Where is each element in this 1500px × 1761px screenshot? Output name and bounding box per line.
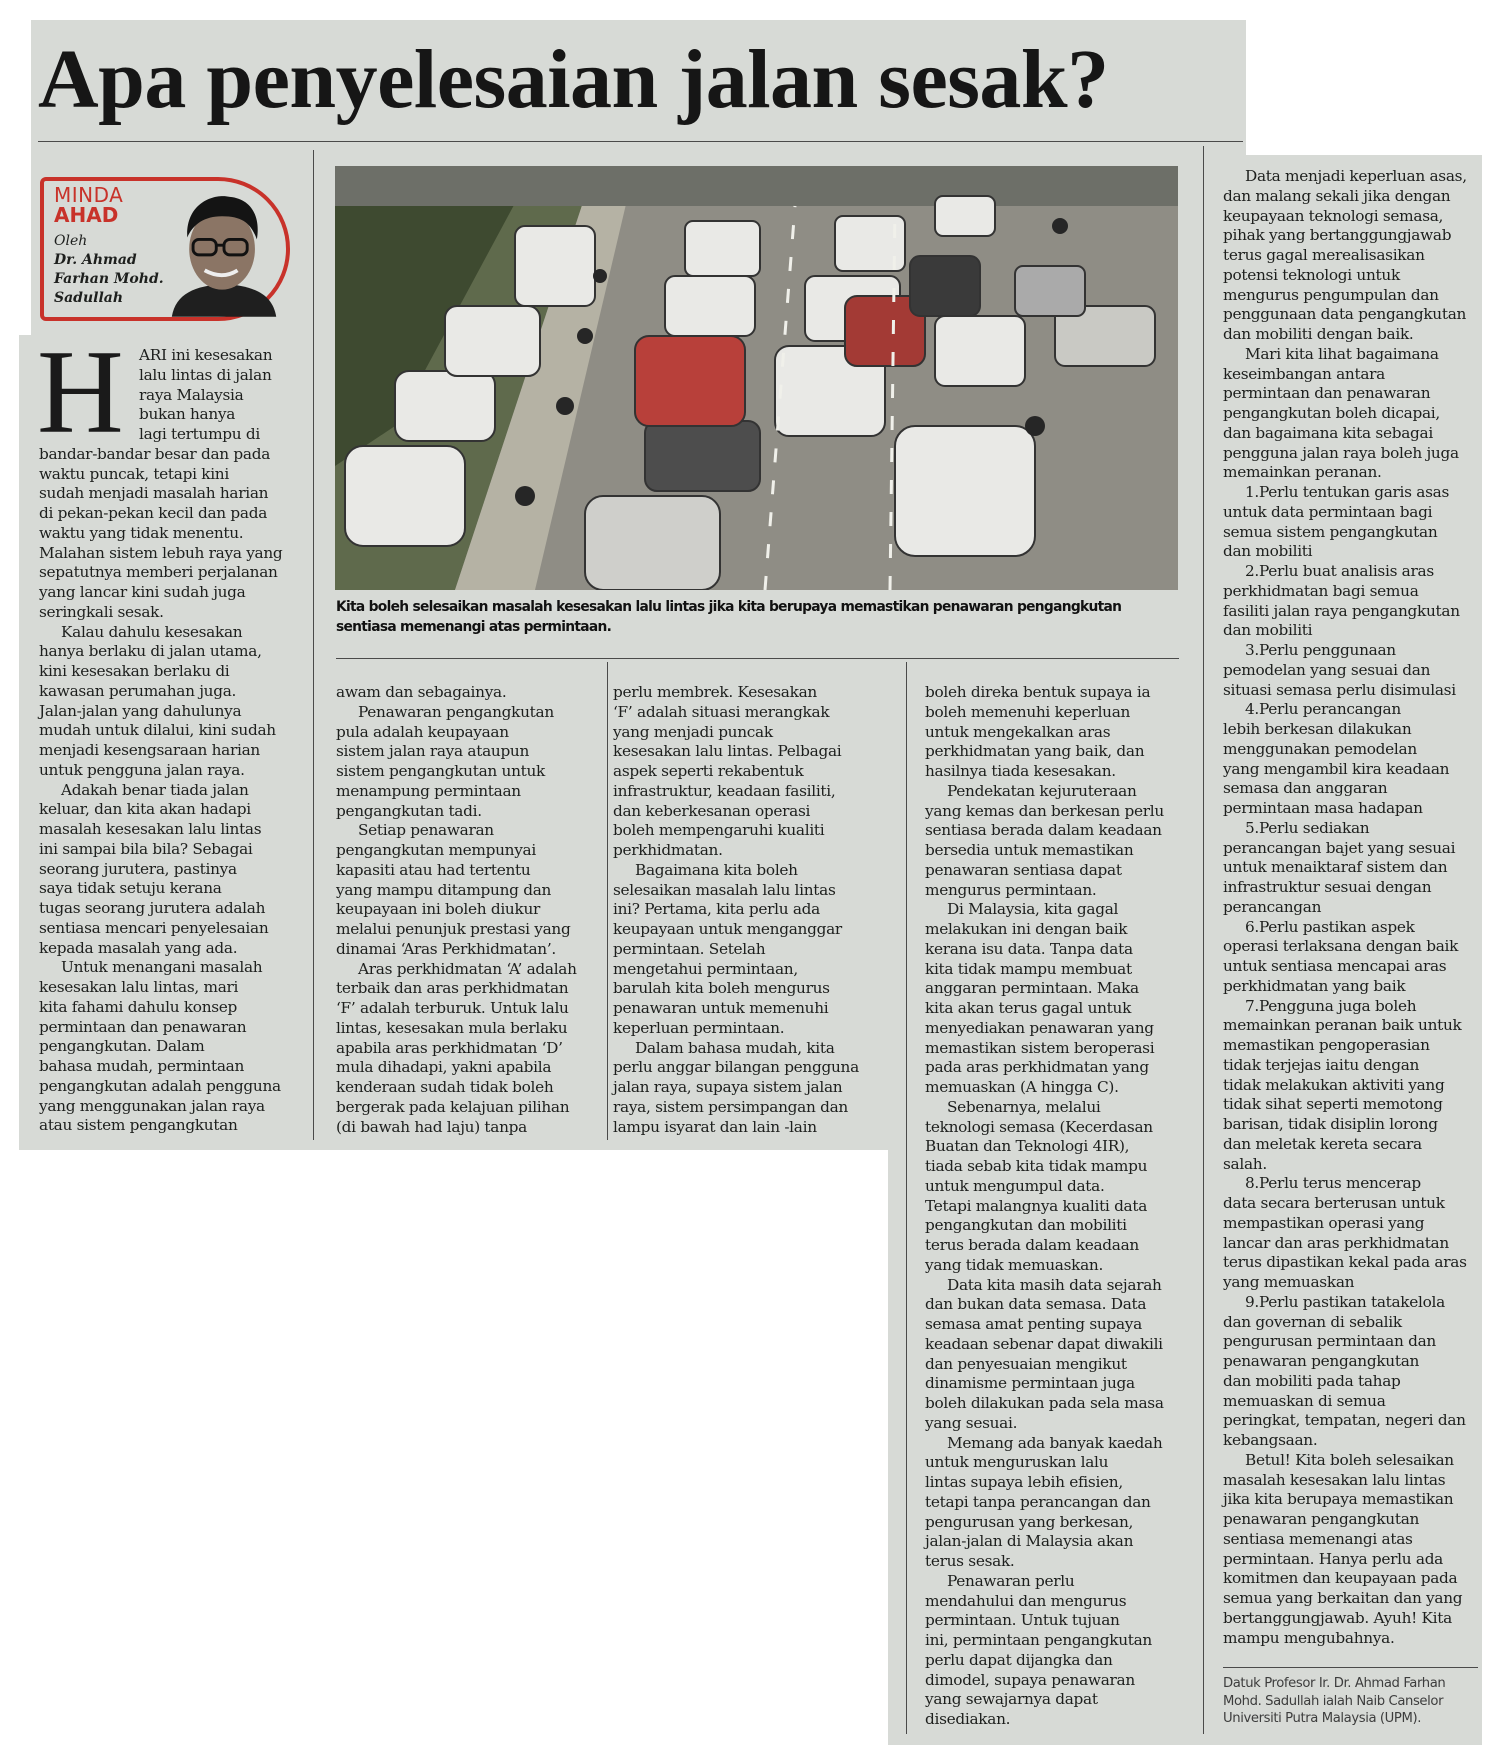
text-line: dan keberkesanan operasi [613,801,811,820]
text-line: potensi teknologi untuk [1223,265,1400,284]
paragraph [613,683,883,861]
text-line: penawaran pengangkutan [1223,1510,1420,1528]
text-line: (di bawah had laju) tanpa [336,1117,527,1136]
text-line: perkhidmatan bagi semua [1223,581,1419,600]
text-line: permintaan masa hadapan [1223,799,1423,817]
text-line: 2.Perlu buat analisis aras [1245,562,1434,580]
text-line: ini? Pertama, kita perlu ada [613,900,820,919]
text-line: kebangsaan. [1223,1431,1318,1449]
column-divider [313,150,314,1140]
text-line: dan meletak kereta secara [1223,1134,1422,1153]
text-line: Di Malaysia, kita gagal [947,900,1119,919]
text-line: permintaan. Hanya perlu ada [1223,1549,1444,1568]
text-line: hasilnya tiada kesesakan. [925,762,1116,780]
text-line: menjadi kesengsaraan harian [39,741,260,759]
text-line: dan bukan data semasa. Data [925,1295,1147,1314]
paragraph [39,781,294,959]
text-line: Aras perkhidmatan ‘A’ adalah [358,959,577,978]
text-line: dan bagaimana kita sebagai [1223,423,1433,442]
text-line: lalu lintas di jalan [139,365,272,384]
text-line: semasa dan anggaran [1223,779,1388,798]
text-line: Buatan dan Teknologi 4IR), [925,1137,1130,1156]
author-name [54,251,169,308]
text-line: dinamisme permintaan juga [925,1374,1135,1393]
text-line: untuk data permintaan bagi [1223,502,1433,521]
paragraph [39,958,294,1136]
text-line: kerana isu data. Tanpa data [925,939,1133,958]
paragraph [336,703,598,822]
paragraph [1223,1451,1478,1649]
text-line: perkhidmatan yang baik, dan [925,742,1145,761]
text-line: ‘F’ adalah terburuk. Untuk lalu [336,999,569,1017]
paragraph [1223,483,1478,562]
text-line: apabila aras perkhidmatan ‘D’ [336,1038,563,1057]
text-line: awam dan sebagainya. [336,683,507,701]
text-line: melalui penunjuk prestasi yang [336,920,571,938]
text-line: permintaan. Untuk tujuan [925,1611,1120,1630]
text-line: kepada masalah yang ada. [39,938,238,957]
text-line: keadaan sebenar dapat diwakili [925,1334,1163,1353]
text-line: salah. [1223,1154,1267,1173]
text-line: Untuk menangani masalah [61,958,263,977]
text-line: peringkat, tempatan, negeri dan [1223,1411,1466,1430]
text-line: bergerak pada kelajuan pilihan [336,1097,570,1116]
text-line: terus berada dalam keadaan [925,1236,1139,1254]
text-line: keseimbangan antara [1223,364,1385,383]
text-line: lintas, kesesakan mula berlaku [336,1018,568,1037]
text-line: pengurusan yang berkesan, [925,1512,1134,1531]
text-line: sepatutnya memberi perjalanan [39,563,278,582]
text-line: sentiasa berada dalam keadaan [925,821,1162,840]
text-line: 3.Perlu penggunaan [1245,641,1396,659]
column-name-ahad: AHAD [54,203,119,227]
text-line: permintaan dan penawaran [39,1017,247,1036]
text-line: keupayaan ini boleh diukur [336,900,541,919]
headline: Apa penyelesaian jalan sesak? [38,33,1109,126]
text-line: keperluan permintaan. [613,1018,785,1037]
text-line: lebih berkesan dilakukan [1223,720,1412,738]
text-line: dan mobiliti [1223,621,1313,640]
paragraph [925,1434,1180,1572]
text-line: memuaskan (A hingga C). [925,1078,1119,1096]
text-line: lagi tertumpu di [139,425,260,443]
text-line: keupayaan untuk menganggar [613,920,842,938]
text-line: mendahului dan mengurus [925,1591,1127,1610]
text-line: pengguna jalan raya boleh juga [1223,443,1459,462]
text-line: permintaan dan penawaran [1223,384,1431,403]
text-line: pengangkutan. Dalam [39,1037,205,1056]
text-line: infrastruktur sesuai dengan [1223,878,1432,896]
text-line: memastikan pengoperasian [1223,1036,1430,1054]
text-line: untuk pengguna jalan raya. [39,760,245,779]
text-line: pengurusan permintaan dan [1223,1332,1436,1351]
byline-by: Oleh [54,233,88,249]
text-line: dan mobiliti dengan baik. [1223,325,1414,343]
text-line: boleh memenuhi keperluan [925,702,1131,721]
text-line: dinamai ‘Aras Perkhidmatan’. [336,939,556,958]
text-line: tidak melakukan aktiviti yang [1223,1075,1445,1094]
text-line: pengangkutan adalah pengguna [39,1076,281,1095]
text-line: mudah untuk dilalui, kini sudah [39,721,276,740]
text-line: terbaik dan aras perkhidmatan [336,979,569,998]
text-line: semua sistem pengangkutan [1223,522,1438,541]
text-line: Memang ada banyak kaedah [947,1433,1163,1452]
text-line: memastikan sistem beroperasi [925,1038,1155,1057]
text-line: yang menggunakan jalan raya [39,1096,265,1115]
text-line: menggunakan pemodelan [1223,739,1417,758]
article-column-1 [39,346,294,1136]
text-line: bukan hanya [139,405,236,424]
paragraph [925,782,1180,901]
text-line: lancar dan aras perkhidmatan [1223,1233,1449,1252]
text-line: lampu isyarat dan lain -lain [613,1117,817,1136]
paragraph [925,1572,1180,1730]
text-line: Mari kita lihat bagaimana [1245,344,1439,363]
text-line: Data menjadi keperluan asas, [1245,167,1467,185]
text-line: Adakah benar tiada jalan [61,780,249,799]
text-line: mempastikan operasi yang [1223,1213,1425,1232]
text-line: mula dihadapi, yakni apabila [336,1058,552,1077]
text-line: kita akan terus gagal untuk [925,999,1132,1017]
paragraph [1223,819,1478,918]
text-line: pihak yang bertanggungjawab [1223,226,1452,245]
column-divider [607,662,608,1140]
text-line: yang lancar kini sudah juga [39,583,246,601]
text-line: mengurus pengumpulan dan [1223,285,1439,304]
text-line: 1.Perlu tentukan garis asas [1245,483,1449,501]
text-line: bersedia untuk memastikan [925,841,1134,859]
text-line: sistem jalan raya ataupun [336,742,530,761]
paragraph [1223,1174,1478,1293]
text-line: untuk menguruskan lalu [925,1453,1109,1472]
text-line: perlu anggar bilangan pengguna [613,1058,859,1077]
text-line: Data kita masih data sejarah [947,1275,1162,1294]
author-name-line: Sadullah [54,290,124,306]
text-line: Malahan sistem lebuh raya yang [39,543,283,562]
traffic-photo [335,166,1178,590]
text-line: untuk mengumpul data. [925,1176,1105,1195]
paragraph [925,1276,1180,1434]
text-line: perkhidmatan. [613,841,723,859]
text-line: menampung permintaan [336,781,521,800]
text-line: komitmen dan keupayaan pada [1223,1569,1458,1588]
text-line: kenderaan sudah tidak boleh [336,1078,554,1096]
paragraph [613,1039,883,1138]
text-line: disediakan. [925,1710,1011,1728]
text-line: tugas seorang jurutera adalah [39,899,266,917]
text-line: operasi terlaksana dengan baik [1223,937,1459,956]
text-line: pada aras perkhidmatan yang [925,1058,1149,1077]
paragraph [1223,1293,1478,1451]
text-line: tetapi tanpa perancangan dan [925,1492,1151,1511]
photo-caption-line: sentiasa memenangi atas permintaan. [336,619,612,635]
text-line: raya Malaysia [139,385,244,404]
text-line: bahasa mudah, permintaan [39,1057,245,1075]
text-line: terus gagal merealisasikan [1223,246,1425,264]
text-line: kita tidak mampu membuat [925,959,1132,978]
text-line: perancangan bajet yang sesuai [1223,838,1456,857]
text-line: memainkan peranan baik untuk [1223,1016,1462,1035]
text-line: hanya berlaku di jalan utama, [39,642,262,661]
text-line: ini, permintaan pengangkutan [925,1631,1152,1649]
text-line: waktu yang tidak menentu. [39,523,244,542]
column-name [54,185,123,225]
text-line: pula adalah keupayaan [336,722,509,741]
article-column-2 [336,683,598,1137]
photo-caption [336,597,1186,637]
text-line: data secara berterusan untuk [1223,1194,1445,1212]
text-line: atau sistem pengangkutan [39,1116,238,1135]
author-note-line: Mohd. Sadullah ialah Naib Canselor [1223,1693,1444,1709]
text-line: 9.Perlu pastikan tatakelola [1245,1292,1445,1311]
text-line: Bagaimana kita boleh [635,860,798,879]
text-line: aspek seperti rekabentuk [613,762,804,780]
text-line: situasi semasa perlu disimulasi [1223,680,1456,699]
text-line: yang memuaskan [1223,1273,1355,1291]
paragraph [1223,997,1478,1175]
text-line: kita fahami dahulu konsep [39,997,238,1016]
text-line: kesesakan lalu lintas, mari [39,978,239,996]
text-line: pengangkutan mempunyai [336,841,536,859]
text-line: dan malang sekali jika dengan [1223,186,1451,205]
text-line: dan mobiliti pada tahap [1223,1371,1401,1390]
text-line: ‘F’ adalah situasi merangkak [613,702,830,721]
article-column-3 [613,683,883,1137]
text-line: jika kita berupaya memastikan [1223,1490,1454,1509]
text-line: tidak terjejas iaitu dengan [1223,1055,1420,1074]
paragraph [1223,345,1478,483]
text-line: waktu puncak, tetapi kini [39,464,229,483]
text-line: barulah kita boleh mengurus [613,979,830,998]
text-line: terus dipastikan kekal pada aras [1223,1253,1467,1272]
text-line: 7.Pengguna juga boleh [1245,996,1417,1015]
paragraph [336,960,598,1138]
text-line: dan penyesuaian mengikut [925,1354,1127,1373]
text-line: barisan, tidak disiplin lorong [1223,1115,1438,1133]
paragraph [925,683,1180,782]
text-line: sentiasa memenangi atas [1223,1529,1413,1548]
text-line: infrastruktur, keadaan fasiliti, [613,781,836,800]
text-line: Penawaran pengangkutan [358,702,554,721]
text-line: yang sesuai. [925,1413,1018,1432]
text-line: keupayaan teknologi semasa, [1223,206,1444,225]
text-line: ARI ini kesesakan [139,346,273,364]
text-line: keluar, dan kita akan hadapi [39,800,251,819]
headline-rule [38,141,1243,142]
text-line: fasiliti jalan raya pengangkutan [1223,601,1460,620]
text-line: selesaikan masalah lalu lintas [613,880,836,899]
text-line: saya tidak setuju kerana [39,879,222,898]
text-line: mengetahui permintaan, [613,959,798,978]
text-line: Sebenarnya, melalui [947,1097,1101,1116]
text-line: kawasan perumahan juga. [39,681,237,700]
text-line: tidak sihat seperti memotong [1223,1095,1443,1114]
text-line: lintas supaya lebih efisien, [925,1473,1123,1491]
text-line: 8.Perlu terus mencerap [1245,1174,1421,1193]
text-line: semua yang berkaitan dan yang [1223,1589,1463,1607]
text-line: penggunaan data pengangkutan [1223,305,1467,324]
photo-caption-line: Kita boleh selesaikan masalah kesesakan lalu lintas jika kita berupaya memastikan penawaran pengangkutan [336,599,1122,615]
author-name-line: Dr. Ahmad [54,252,137,268]
text-line: memuaskan di semua [1223,1391,1386,1410]
drop-cap: H [37,345,124,439]
paragraph [1223,167,1478,345]
text-line: permintaan. Setelah [613,939,766,958]
paragraph [1223,918,1478,997]
article-column-5 [1223,167,1478,1648]
text-line: jalan raya, supaya sistem jalan [613,1078,843,1096]
text-line: yang sewajarnya dapat [925,1690,1098,1709]
caption-rule [336,658,1179,659]
paragraph [1223,562,1478,641]
text-line: mengurus permintaan. [925,880,1097,899]
text-line: perlu dapat dijangka dan [925,1650,1113,1669]
text-line: mampu mengubahnya. [1223,1628,1395,1647]
byline-box [40,177,290,321]
text-line: anggaran permintaan. Maka [925,979,1139,998]
text-line: di pekan-pekan kecil dan pada [39,504,268,522]
article-column-4 [925,683,1180,1730]
paragraph [925,900,1180,1098]
text-line: sistem pengangkutan untuk [336,762,545,780]
text-line: penawaran sentiasa dapat [925,860,1122,879]
text-line: menyediakan penawaran yang [925,1018,1154,1037]
text-line: pengangkutan dan mobiliti [925,1216,1127,1235]
text-line: bandar-bandar besar dan pada [39,444,271,463]
author-note-line: Datuk Profesor Ir. Dr. Ahmad Farhan [1223,1676,1446,1691]
text-line: untuk sentiasa mencapai aras [1223,957,1447,975]
text-line: Pendekatan kejuruteraan [947,781,1137,800]
text-line: kesesakan lalu lintas. Pelbagai [613,742,842,761]
text-line: yang tidak memuaskan. [925,1255,1104,1274]
text-line: teknologi semasa (Kecerdasan [925,1117,1153,1136]
text-line: tiada sebab kita tidak mampu [925,1157,1148,1175]
text-line: kini kesesakan berlaku di [39,662,230,680]
text-line: perkhidmatan yang baik [1223,976,1406,995]
text-line: dan governan di sebalik [1223,1312,1402,1331]
paragraph [336,821,598,959]
paragraph [336,683,598,703]
text-line: boleh mempengaruhi kualiti [613,821,825,840]
text-line: Kalau dahulu kesesakan [61,622,243,641]
text-line: ini sampai bila bila? Sebagai [39,839,253,858]
text-line: boleh dilakukan pada sela masa [925,1394,1164,1412]
text-line: Betul! Kita boleh selesaikan [1245,1450,1454,1469]
author-note-rule [1223,1667,1478,1668]
text-line: 6.Perlu pastikan aspek [1245,917,1415,936]
author-note-line: Universiti Putra Malaysia (UPM). [1223,1711,1422,1726]
text-line: seringkali sesak. [39,602,164,621]
text-line: Jalan-jalan yang dahulunya [39,701,242,720]
text-line: boleh direka bentuk supaya ia [925,683,1151,701]
text-line: sentiasa mencari penyelesaian [39,918,269,937]
paragraph [1223,700,1478,819]
text-line: masalah kesesakan lalu lintas [1223,1470,1446,1489]
text-line: bertanggungjawab. Ayuh! Kita [1223,1608,1452,1627]
text-line: sudah menjadi masalah harian [39,484,269,503]
text-line: dan mobiliti [1223,542,1313,561]
text-line: memainkan peranan. [1223,463,1382,482]
text-line: yang mengambil kira keadaan [1223,759,1450,778]
text-line: masalah kesesakan lalu lintas [39,820,262,838]
paragraph [613,861,883,1039]
author-name-line: Farhan Mohd. [54,271,164,287]
paragraph [39,346,294,623]
author-note [1223,1675,1483,1728]
text-line: Tetapi malangnya kualiti data [925,1196,1148,1215]
text-line: yang mampu ditampung dan [336,880,552,899]
paragraph [39,623,294,781]
text-line: Penawaran perlu [947,1571,1075,1590]
text-line: seorang jurutera, pastinya [39,859,237,878]
text-line: terus sesak. [925,1552,1015,1570]
column-name-minda: MINDA [54,183,124,207]
text-line: jalan-jalan di Malaysia akan [925,1532,1134,1551]
text-line: pengangkutan tadi. [336,801,482,820]
text-line: 4.Perlu perancangan [1245,700,1401,719]
text-line: perancangan [1223,897,1322,916]
text-line: perlu membrek. Kesesakan [613,683,817,701]
text-line: penawaran pengangkutan [1223,1352,1420,1370]
text-line: semasa amat penting supaya [925,1315,1142,1333]
text-line: melakukan ini dengan baik [925,920,1128,938]
text-line: kapasiti atau had tertentu [336,860,531,879]
text-line: Setiap penawaran [358,821,494,840]
text-line: pemodelan yang sesuai dan [1223,660,1431,679]
text-line: raya, sistem persimpangan dan [613,1097,848,1116]
text-line: Dalam bahasa mudah, kita [635,1038,835,1057]
text-line: yang kemas dan berkesan perlu [925,801,1164,820]
text-line: untuk menaiktaraf sistem dan [1223,858,1448,877]
text-line: pengangkutan boleh dicapai, [1223,404,1440,422]
text-line: yang menjadi puncak [613,722,773,741]
paragraph [925,1098,1180,1276]
column-divider [1203,146,1204,1734]
column-divider [906,662,907,1734]
author-portrait [166,183,282,319]
text-line: untuk mengekalkan aras [925,722,1111,741]
paragraph [1223,641,1478,700]
text-line: 5.Perlu sediakan [1245,818,1370,837]
text-line: dimodel, supaya penawaran [925,1670,1135,1689]
text-line: penawaran untuk memenuhi [613,999,829,1017]
